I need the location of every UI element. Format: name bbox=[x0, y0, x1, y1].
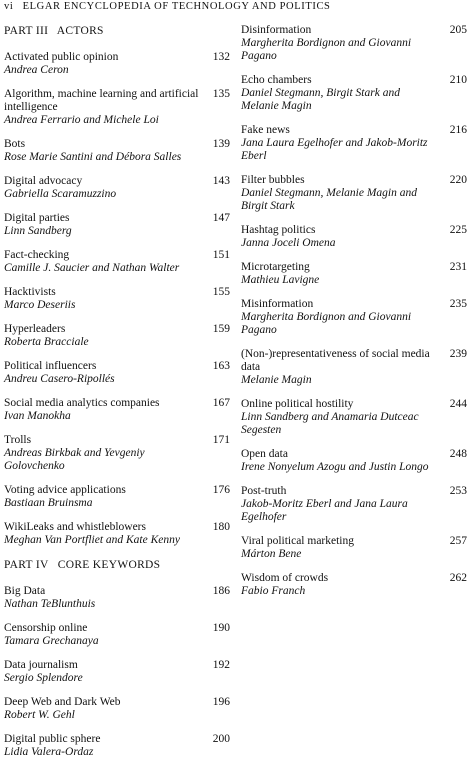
toc-entry-title: (Non-)representativeness of social media data bbox=[241, 348, 430, 373]
toc-entry-authors: Mathieu Lavigne bbox=[241, 274, 320, 286]
toc-entry-title: Big Data bbox=[4, 585, 46, 597]
toc-entry[interactable] bbox=[241, 572, 467, 598]
toc-entry-title: Filter bubbles bbox=[241, 174, 305, 186]
toc-entry-authors: Andrea Ceron bbox=[4, 64, 69, 76]
toc-entry-page-number: 235 bbox=[449, 298, 467, 310]
toc-entry[interactable] bbox=[241, 174, 467, 213]
toc-entry-title: Hyperleaders bbox=[4, 323, 66, 335]
toc-entry[interactable] bbox=[241, 298, 467, 337]
toc-entry-authors: Bastiaan Bruinsma bbox=[4, 497, 93, 509]
toc-list-actors bbox=[4, 51, 230, 547]
toc-entry[interactable] bbox=[4, 360, 230, 386]
toc-entry[interactable] bbox=[241, 485, 467, 524]
part-heading-core-keywords bbox=[4, 558, 230, 573]
toc-entry[interactable] bbox=[4, 733, 230, 759]
toc-entry-page-number: 196 bbox=[212, 696, 230, 708]
toc-entry-title: Fake news bbox=[241, 124, 290, 136]
toc-entry-authors: Tamara Grechanaya bbox=[4, 635, 99, 647]
toc-entry[interactable] bbox=[4, 484, 230, 510]
toc-entry[interactable] bbox=[4, 212, 230, 238]
toc-entry-authors: Roberta Bracciale bbox=[4, 336, 89, 348]
toc-entry-page-number: 139 bbox=[212, 138, 230, 150]
toc-entry-authors: Melanie Magin bbox=[241, 374, 312, 386]
toc-entry-authors: Nathan TeBlunthuis bbox=[4, 598, 96, 610]
toc-entry-page-number: 186 bbox=[212, 585, 230, 597]
toc-entry-authors: Andreu Casero-Ripollés bbox=[4, 373, 115, 385]
toc-entry-page-number: 176 bbox=[212, 484, 230, 496]
toc-entry-page-number: 244 bbox=[449, 398, 467, 410]
toc-entry-authors: Daniel Stegmann, Birgit Stark and Melanie Magin bbox=[241, 87, 400, 112]
part-title: ACTORS bbox=[56, 25, 104, 37]
toc-entry-page-number: 171 bbox=[212, 434, 230, 446]
toc-entry-title: Open data bbox=[241, 448, 288, 460]
toc-entry-page-number: 190 bbox=[212, 622, 230, 634]
toc-right-column bbox=[241, 24, 467, 609]
toc-entry-title: Viral political marketing bbox=[241, 535, 354, 547]
toc-entry[interactable] bbox=[4, 397, 230, 423]
toc-entry-title: Disinformation bbox=[241, 24, 312, 36]
toc-entry[interactable] bbox=[241, 261, 467, 287]
page-folio: vi bbox=[4, 1, 14, 12]
toc-entry-authors: Sergio Splendore bbox=[4, 672, 83, 684]
toc-entry-authors: Gabriella Scaramuzzino bbox=[4, 188, 117, 200]
toc-entry-page-number: 132 bbox=[212, 51, 230, 63]
toc-entry-title: Microtargeting bbox=[241, 261, 310, 273]
toc-entry[interactable] bbox=[4, 249, 230, 275]
running-head bbox=[4, 0, 331, 14]
toc-entry-page-number: 159 bbox=[212, 323, 230, 335]
toc-left-column bbox=[4, 24, 230, 770]
toc-entry-authors: Robert W. Gehl bbox=[4, 709, 75, 721]
part-label: PART III bbox=[4, 25, 49, 37]
toc-entry[interactable] bbox=[241, 74, 467, 113]
toc-entry[interactable] bbox=[241, 224, 467, 250]
toc-entry-page-number: 163 bbox=[212, 360, 230, 372]
toc-entry[interactable] bbox=[4, 138, 230, 164]
toc-entry[interactable] bbox=[4, 659, 230, 685]
toc-entry-page-number: 205 bbox=[449, 24, 467, 36]
toc-entry-authors: Jana Laura Egelhofer and Jakob-Moritz Eberl bbox=[241, 137, 428, 162]
toc-entry-title: Social media analytics companies bbox=[4, 397, 160, 409]
toc-entry-page-number: 253 bbox=[449, 485, 467, 497]
toc-list-core-keywords bbox=[4, 585, 230, 759]
toc-entry-title: Misinformation bbox=[241, 298, 314, 310]
toc-entry-authors: Ivan Manokha bbox=[4, 410, 71, 422]
toc-entry-page-number: 216 bbox=[449, 124, 467, 136]
toc-entry-page-number: 200 bbox=[212, 733, 230, 745]
toc-entry-authors: Daniel Stegmann, Melanie Magin and Birgit Stark bbox=[241, 187, 417, 212]
toc-entry[interactable] bbox=[241, 24, 467, 63]
toc-entry-page-number: 257 bbox=[449, 535, 467, 547]
toc-entry[interactable] bbox=[4, 51, 230, 77]
toc-entry-authors: Jakob-Moritz Eberl and Jana Laura Egelhofer bbox=[241, 498, 408, 523]
toc-entry-title: Digital parties bbox=[4, 212, 70, 224]
toc-entry-page-number: 155 bbox=[212, 286, 230, 298]
toc-entry-title: Online political hostility bbox=[241, 398, 354, 410]
toc-entry-title: Fact-checking bbox=[4, 249, 70, 261]
toc-entry-title: Activated public opinion bbox=[4, 51, 119, 63]
toc-list-core-keywords-continued bbox=[241, 24, 467, 598]
toc-entry-page-number: 248 bbox=[449, 448, 467, 460]
toc-entry[interactable] bbox=[4, 88, 230, 127]
toc-entry-authors: Márton Bene bbox=[241, 548, 302, 560]
toc-entry[interactable] bbox=[241, 448, 467, 474]
toc-entry[interactable] bbox=[4, 622, 230, 648]
toc-entry-title: Trolls bbox=[4, 434, 32, 446]
toc-entry-page-number: 220 bbox=[449, 174, 467, 186]
toc-entry-page-number: 151 bbox=[212, 249, 230, 261]
toc-entry-authors: Marco Deseriis bbox=[4, 299, 76, 311]
toc-entry[interactable] bbox=[241, 398, 467, 437]
toc-entry[interactable] bbox=[4, 521, 230, 547]
toc-entry[interactable] bbox=[241, 124, 467, 163]
toc-entry[interactable] bbox=[241, 535, 467, 561]
toc-entry[interactable] bbox=[4, 175, 230, 201]
toc-entry-title: Echo chambers bbox=[241, 74, 312, 86]
toc-entry-title: Political influencers bbox=[4, 360, 97, 372]
toc-entry-page-number: 262 bbox=[449, 572, 467, 584]
toc-entry-authors: Fabio Franch bbox=[241, 585, 306, 597]
toc-entry-title: WikiLeaks and whistleblowers bbox=[4, 521, 146, 533]
part-heading-actors bbox=[4, 24, 230, 39]
toc-entry-page-number: 192 bbox=[212, 659, 230, 671]
toc-entry-authors: Andreas Birkbak and Yevgeniy Golovchenko bbox=[4, 447, 145, 472]
toc-entry[interactable] bbox=[4, 323, 230, 349]
toc-entry-authors: Camille J. Saucier and Nathan Walter bbox=[4, 262, 180, 274]
book-title: ELGAR ENCYCLOPEDIA OF TECHNOLOGY AND POLITICS bbox=[22, 1, 331, 12]
toc-entry-page-number: 180 bbox=[212, 521, 230, 533]
toc-entry-title: Algorithm, machine learning and artificial intelligence bbox=[4, 88, 199, 113]
toc-entry-authors: Irene Nonyelum Azogu and Justin Longo bbox=[241, 461, 429, 473]
toc-entry-authors: Linn Sandberg bbox=[4, 225, 72, 237]
toc-entry-page-number: 167 bbox=[212, 397, 230, 409]
toc-entry-title: Data journalism bbox=[4, 659, 78, 671]
toc-entry-title: Bots bbox=[4, 138, 26, 150]
toc-entry-title: Wisdom of crowds bbox=[241, 572, 329, 584]
toc-entry-authors: Margherita Bordignon and Giovanni Pagano bbox=[241, 37, 412, 62]
toc-entry[interactable] bbox=[4, 585, 230, 611]
toc-entry-authors: Janna Joceli Omena bbox=[241, 237, 336, 249]
toc-entry-title: Deep Web and Dark Web bbox=[4, 696, 121, 708]
toc-entry-authors: Lidia Valera-Ordaz bbox=[4, 746, 94, 758]
toc-entry[interactable] bbox=[4, 434, 230, 473]
toc-entry-title: Post-truth bbox=[241, 485, 287, 497]
toc-entry-page-number: 225 bbox=[449, 224, 467, 236]
toc-entry-authors: Andrea Ferrario and Michele Loi bbox=[4, 114, 159, 126]
toc-entry-page-number: 147 bbox=[212, 212, 230, 224]
part-label: PART IV bbox=[4, 559, 49, 571]
toc-entry-page-number: 210 bbox=[449, 74, 467, 86]
toc-entry-page-number: 135 bbox=[212, 88, 230, 100]
toc-entry-authors: Meghan Van Portfliet and Kate Kenny bbox=[4, 534, 180, 546]
toc-entry-title: Hacktivists bbox=[4, 286, 56, 298]
toc-entry-title: Hashtag politics bbox=[241, 224, 316, 236]
toc-entry-page-number: 239 bbox=[449, 348, 467, 360]
toc-entry-authors: Linn Sandberg and Anamaria Dutceac Segesten bbox=[241, 411, 419, 436]
toc-entry-title: Digital public sphere bbox=[4, 733, 101, 745]
toc-entry[interactable] bbox=[4, 696, 230, 722]
toc-entry[interactable] bbox=[4, 286, 230, 312]
toc-entry-title: Voting advice applications bbox=[4, 484, 126, 496]
part-title: CORE KEYWORDS bbox=[57, 559, 161, 571]
toc-entry-authors: Margherita Bordignon and Giovanni Pagano bbox=[241, 311, 412, 336]
toc-entry-title: Censorship online bbox=[4, 622, 88, 634]
toc-entry-authors: Rose Marie Santini and Débora Salles bbox=[4, 151, 182, 163]
toc-entry-page-number: 143 bbox=[212, 175, 230, 187]
toc-entry[interactable] bbox=[241, 348, 467, 387]
toc-entry-page-number: 231 bbox=[449, 261, 467, 273]
toc-entry-title: Digital advocacy bbox=[4, 175, 83, 187]
